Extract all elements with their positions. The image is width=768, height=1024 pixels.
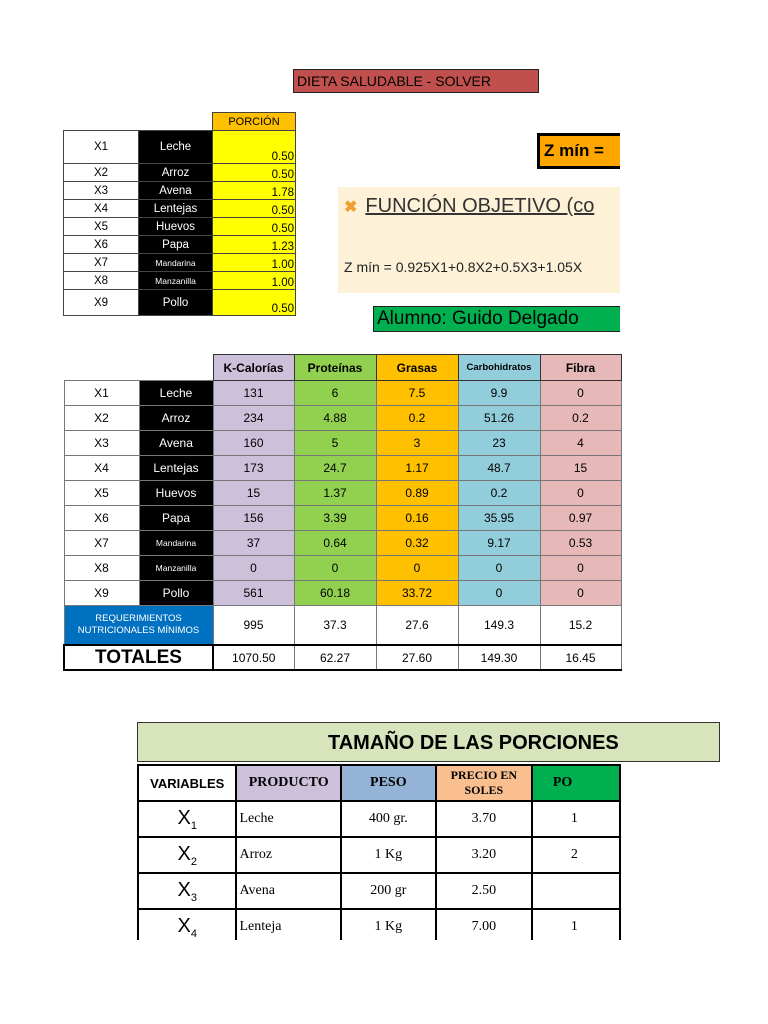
var-cell[interactable]: X2 (64, 164, 139, 182)
kcal-cell[interactable]: 160 (213, 431, 294, 456)
proteinas-cell[interactable]: 0 (294, 556, 376, 581)
var-cell[interactable]: X7 (64, 531, 139, 556)
req-carbohidratos-cell[interactable]: 149.3 (458, 606, 540, 646)
proteinas-cell[interactable]: 0.64 (294, 531, 376, 556)
grasas-cell[interactable]: 1.17 (376, 456, 458, 481)
food-name-cell[interactable]: Avena (139, 182, 213, 200)
header-precio: PRECIO EN SOLES (436, 765, 532, 801)
food-name-cell[interactable]: Mandarina (139, 531, 213, 556)
porciones-cell: 1 (532, 909, 620, 940)
porcion-value-cell[interactable]: 0.50 (213, 200, 296, 218)
requirements-row (64, 606, 621, 646)
var-cell[interactable]: X5 (64, 218, 139, 236)
var-cell[interactable]: X2 (64, 406, 139, 431)
requirements-label[interactable]: REQUERIMIENTOS NUTRICIONALES MÍNIMOS (64, 606, 213, 646)
var-cell[interactable]: X1 (64, 381, 139, 406)
porciones-cell (532, 873, 620, 909)
table-row (64, 556, 621, 581)
zmin-cell[interactable]: Z mín = (537, 133, 620, 169)
objective-function-image (338, 187, 620, 293)
req-proteinas-cell[interactable]: 37.3 (294, 606, 376, 646)
req-fibra-cell[interactable]: 15.2 (540, 606, 621, 646)
food-name-cell[interactable]: Pollo (139, 581, 213, 606)
carbohidratos-cell[interactable]: 51.26 (458, 406, 540, 431)
var-cell[interactable]: X4 (64, 200, 139, 218)
table-row (64, 481, 621, 506)
porciones-cell: 1 (532, 801, 620, 837)
req-grasas-cell[interactable]: 27.6 (376, 606, 458, 646)
grasas-cell[interactable]: 3 (376, 431, 458, 456)
sheet-title: DIETA SALUDABLE - SOLVER (293, 69, 539, 93)
precio-cell: 2.50 (436, 873, 532, 909)
table-row (64, 581, 621, 606)
carbohidratos-cell[interactable]: 0.2 (458, 481, 540, 506)
table-row (138, 837, 620, 873)
total-proteinas-cell[interactable]: 62.27 (294, 645, 376, 670)
var-cell[interactable]: X8 (64, 272, 139, 290)
proteinas-cell[interactable]: 60.18 (294, 581, 376, 606)
kcal-cell[interactable]: 131 (213, 381, 294, 406)
proteinas-cell[interactable]: 5 (294, 431, 376, 456)
proteinas-cell[interactable]: 1.37 (294, 481, 376, 506)
grasas-cell[interactable]: 0.32 (376, 531, 458, 556)
porcion-value-cell[interactable]: 1.23 (213, 236, 296, 254)
grasas-cell[interactable]: 33.72 (376, 581, 458, 606)
carbohidratos-cell[interactable]: 9.9 (458, 381, 540, 406)
grasas-cell[interactable]: 7.5 (376, 381, 458, 406)
porcion-value-cell[interactable]: 1.78 (213, 182, 296, 200)
var-cell[interactable]: X6 (64, 506, 139, 531)
carbohidratos-cell[interactable]: 0 (458, 556, 540, 581)
food-name-cell[interactable]: Arroz (139, 406, 213, 431)
fibra-cell[interactable]: 0 (540, 381, 621, 406)
porcion-header[interactable]: PORCIÓN (213, 113, 296, 131)
kcal-cell[interactable]: 15 (213, 481, 294, 506)
header-grasas[interactable]: Grasas (376, 355, 458, 381)
kcal-cell[interactable]: 156 (213, 506, 294, 531)
variable-cell: $X_2$ (138, 837, 236, 873)
totals-label[interactable]: TOTALES (64, 645, 213, 670)
food-name-cell[interactable]: Papa (139, 236, 213, 254)
precio-cell: 3.20 (436, 837, 532, 873)
grasas-cell[interactable]: 0.2 (376, 406, 458, 431)
total-carbohidratos-cell[interactable]: 149.30 (458, 645, 540, 670)
peso-cell: 200 gr (341, 873, 436, 909)
carbohidratos-cell[interactable]: 48.7 (458, 456, 540, 481)
food-name-cell[interactable]: Leche (139, 381, 213, 406)
fibra-cell[interactable]: 0.2 (540, 406, 621, 431)
kcal-cell[interactable]: 37 (213, 531, 294, 556)
var-cell[interactable]: X3 (64, 182, 139, 200)
variable-cell: $X_3$ (138, 873, 236, 909)
peso-cell: 400 gr. (341, 801, 436, 837)
portions-table-image (137, 722, 621, 940)
fibra-cell[interactable]: 0 (540, 581, 621, 606)
fibra-cell[interactable]: 0.97 (540, 506, 621, 531)
peso-cell: 1 Kg (341, 837, 436, 873)
table-row (64, 381, 621, 406)
carbohidratos-cell[interactable]: 23 (458, 431, 540, 456)
header-fibra[interactable]: Fibra (540, 355, 621, 381)
fibra-cell[interactable]: 15 (540, 456, 621, 481)
var-cell[interactable]: X9 (64, 290, 139, 316)
table-row (64, 431, 621, 456)
proteinas-cell[interactable]: 4.88 (294, 406, 376, 431)
header-porciones: PO (532, 765, 620, 801)
precio-cell: 7.00 (436, 909, 532, 940)
porcion-value-cell[interactable]: 0.50 (213, 164, 296, 182)
food-name-cell[interactable]: Huevos (139, 218, 213, 236)
header-peso: PESO (341, 765, 436, 801)
product-cell: Avena (236, 873, 340, 909)
total-fibra-cell[interactable]: 16.45 (540, 645, 621, 670)
var-cell[interactable]: X9 (64, 581, 139, 606)
porcion-value-cell[interactable]: 1.00 (213, 272, 296, 290)
porcion-value-cell[interactable]: 0.50 (213, 131, 296, 164)
objective-title: ✖ FUNCIÓN OBJETIVO (co (344, 195, 595, 217)
food-name-cell[interactable]: Avena (139, 431, 213, 456)
food-name-cell[interactable]: Lentejas (139, 200, 213, 218)
table-row (64, 506, 621, 531)
food-name-cell[interactable]: Arroz (139, 164, 213, 182)
student-name-cell[interactable]: Alumno: Guido Delgado (373, 306, 620, 332)
variable-cell: $X_1$ (138, 801, 236, 837)
food-name-cell[interactable]: Huevos (139, 481, 213, 506)
porcion-value-cell[interactable]: 1.00 (213, 254, 296, 272)
table-row (64, 531, 621, 556)
total-kcal-cell[interactable]: 1070.50 (213, 645, 294, 670)
bullet-x-icon: ✖ (344, 199, 358, 216)
var-cell[interactable]: X5 (64, 481, 139, 506)
carbohidratos-cell[interactable]: 35.95 (458, 506, 540, 531)
table-row (138, 873, 620, 909)
table-row (64, 456, 621, 481)
peso-cell: 1 Kg (341, 909, 436, 940)
food-name-cell[interactable]: Papa (139, 506, 213, 531)
proteinas-cell[interactable]: 6 (294, 381, 376, 406)
carbohidratos-cell[interactable]: 9.17 (458, 531, 540, 556)
porcion-value-cell[interactable]: 0.50 (213, 290, 296, 316)
nutrition-table (63, 354, 622, 671)
fibra-cell[interactable]: 0 (540, 556, 621, 581)
product-cell: Leche (236, 801, 340, 837)
fibra-cell[interactable]: 4 (540, 431, 621, 456)
product-cell: Arroz (236, 837, 340, 873)
req-kcal-cell[interactable]: 995 (213, 606, 294, 646)
var-cell[interactable]: X1 (64, 131, 139, 164)
header-kcal[interactable]: K-Calorías (213, 355, 294, 381)
var-cell[interactable]: X4 (64, 456, 139, 481)
grasas-cell[interactable]: 0.89 (376, 481, 458, 506)
header-carbohidratos[interactable]: Carbohidratos (458, 355, 540, 381)
var-cell[interactable]: X3 (64, 431, 139, 456)
header-variables: VARIABLES (138, 765, 236, 801)
portions-title[interactable]: TAMAÑO DE LAS PORCIONES (137, 722, 720, 762)
portions-table (137, 764, 621, 940)
totals-row (64, 645, 621, 670)
table-row (138, 909, 620, 940)
food-name-cell[interactable]: Lentejas (139, 456, 213, 481)
porcion-value-cell[interactable]: 0.50 (213, 218, 296, 236)
proteinas-cell[interactable]: 24.7 (294, 456, 376, 481)
var-cell[interactable]: X6 (64, 236, 139, 254)
table-row (64, 406, 621, 431)
proteinas-cell[interactable]: 3.39 (294, 506, 376, 531)
food-name-cell[interactable]: Manzanilla (139, 556, 213, 581)
kcal-cell[interactable]: 0 (213, 556, 294, 581)
grasas-cell[interactable]: 0.16 (376, 506, 458, 531)
kcal-cell[interactable]: 173 (213, 456, 294, 481)
food-name-cell[interactable]: Mandarina (139, 254, 213, 272)
var-cell[interactable]: X8 (64, 556, 139, 581)
food-name-cell[interactable]: Manzanilla (139, 272, 213, 290)
porciones-cell: 2 (532, 837, 620, 873)
kcal-cell[interactable]: 561 (213, 581, 294, 606)
product-cell: Lenteja (236, 909, 340, 940)
total-grasas-cell[interactable]: 27.60 (376, 645, 458, 670)
var-cell[interactable]: X7 (64, 254, 139, 272)
precio-cell: 3.70 (436, 801, 532, 837)
carbohidratos-cell[interactable]: 0 (458, 581, 540, 606)
kcal-cell[interactable]: 234 (213, 406, 294, 431)
fibra-cell[interactable]: 0 (540, 481, 621, 506)
food-name-cell[interactable]: Pollo (139, 290, 213, 316)
grasas-cell[interactable]: 0 (376, 556, 458, 581)
header-producto: PRODUCTO (236, 765, 340, 801)
porcion-table (63, 112, 296, 316)
fibra-cell[interactable]: 0.53 (540, 531, 621, 556)
table-row (138, 801, 620, 837)
header-proteinas[interactable]: Proteínas (294, 355, 376, 381)
objective-equation: Z mín = 0.925X1+0.8X2+0.5X3+1.05X (344, 259, 583, 275)
variable-cell: $X_4$ (138, 909, 236, 940)
food-name-cell[interactable]: Leche (139, 131, 213, 164)
